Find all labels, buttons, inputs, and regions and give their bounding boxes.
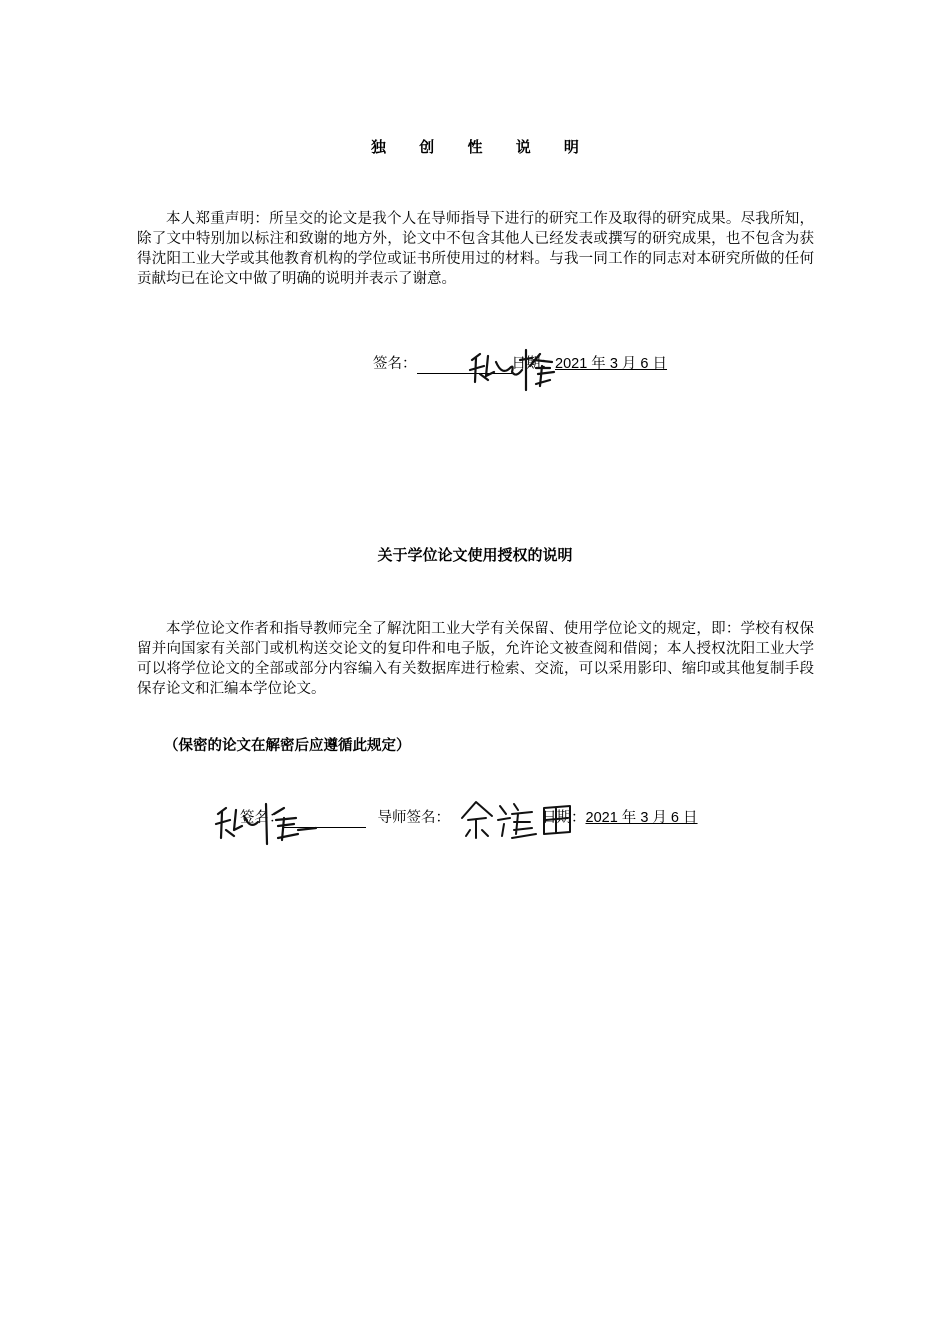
authorization-title: 关于学位论文使用授权的说明 (377, 546, 573, 564)
date-value-2: 2021 年 3 月 6 日 (585, 810, 698, 826)
date-label-2: 日期： (542, 810, 586, 826)
date-label: 日期： (511, 356, 555, 372)
signature-label: 签名： (373, 356, 417, 372)
date-value: 2021 年 3 月 6 日 (555, 356, 668, 372)
author-signature-image (466, 346, 561, 392)
author-signature-image-2 (212, 800, 322, 846)
author-signature-label: 签名： (240, 810, 284, 826)
advisor-signature-image (458, 796, 588, 842)
authorization-paragraph: 本学位论文作者和指导教师完全了解沈阳工业大学有关保留、使用学位论文的规定，即：学校有权保留并向国家有关部门或机构送交论文的复印件和电子版，允许论文被查阅和借阅；本人授权沈阳工业大学可以将学位论文的全部或部分内容编入有关数据库进行检索、交流，可以采用影印、缩印或其他复制手段保存论文和汇编本学位论文。 (137, 621, 814, 697)
originality-paragraph: 本人郑重声明：所呈交的论文是我个人在导师指导下进行的研究工作及取得的研究成果。尽我所知，除了文中特别加以标注和致谢的地方外，论文中不包含其他人已经发表或撰写的研究成果，也不包含为获得沈阳工业大学或其他教育机构的学位或证书所使用过的材料。与我一同工作的同志对本研究所做的任何贡献均已在论文中做了明确的说明并表示了谢意。 (137, 211, 814, 287)
originality-title: 独 创 性 说 明 (371, 138, 593, 156)
advisor-signature-label: 导师签名： (377, 810, 450, 826)
confidential-note: （保密的论文在解密后应遵循此规定） (164, 738, 411, 754)
